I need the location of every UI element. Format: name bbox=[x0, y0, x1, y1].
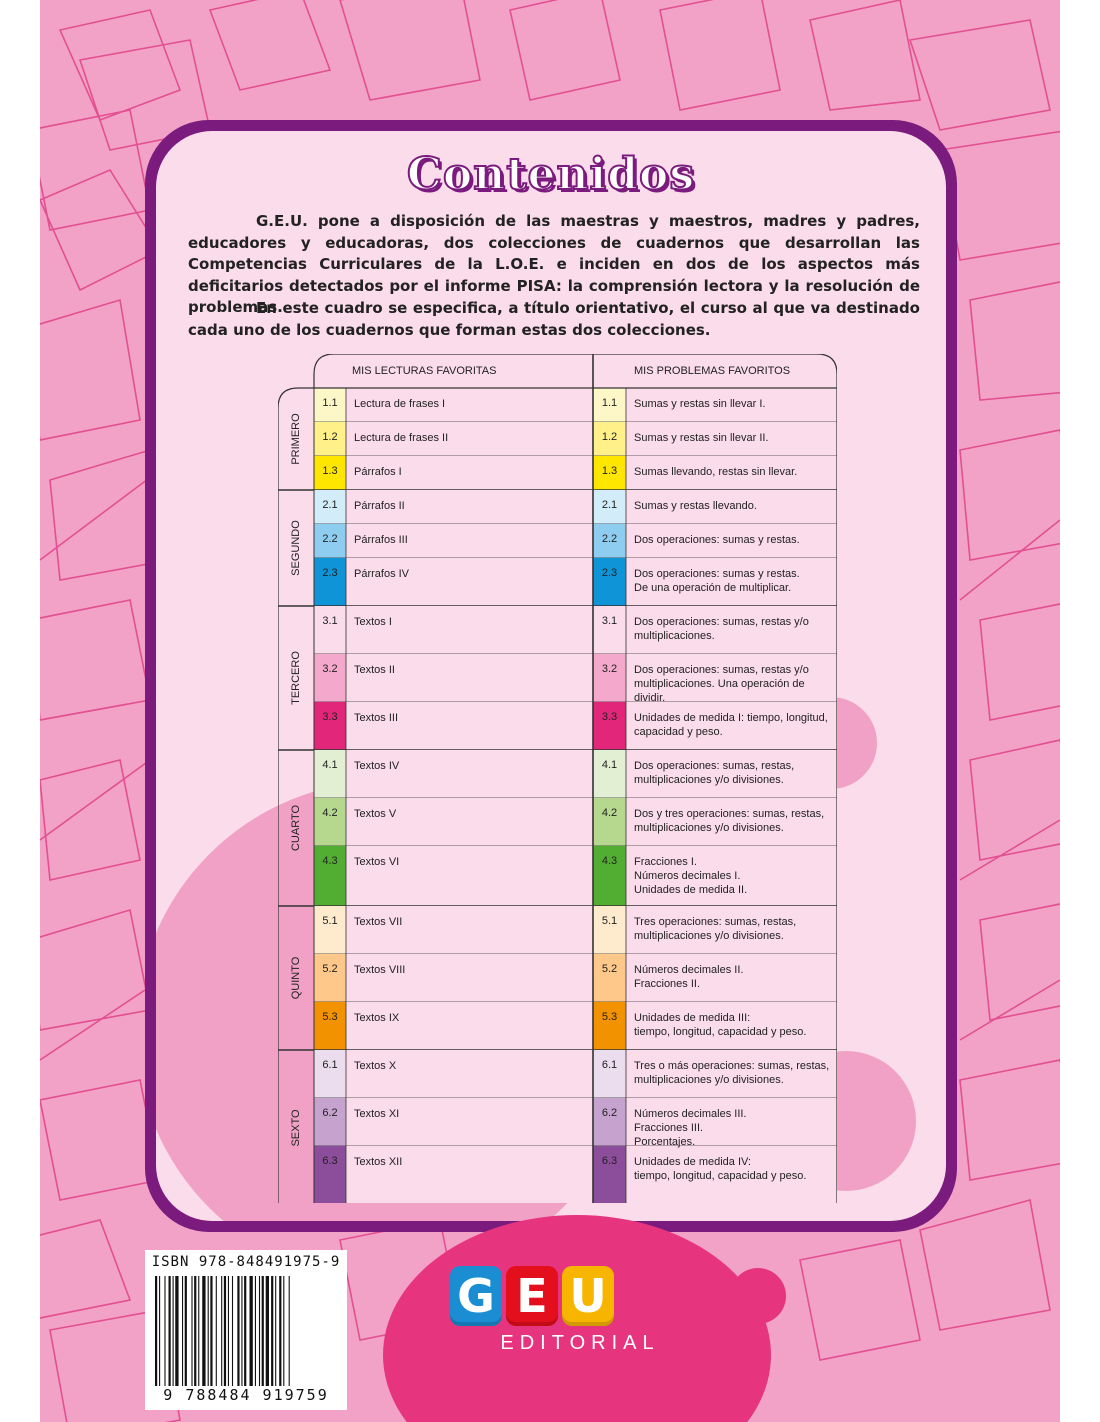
barcode-bar bbox=[164, 1276, 165, 1388]
barcode-bar bbox=[221, 1276, 222, 1388]
column-header-lecturas: MIS LECTURAS FAVORITAS bbox=[352, 365, 497, 377]
barcode-bar bbox=[283, 1276, 284, 1388]
logo-subtitle: EDITORIAL bbox=[500, 1332, 660, 1354]
contents-panel bbox=[156, 131, 946, 1221]
level-number: 3.1 bbox=[601, 615, 618, 627]
problema-description: Sumas y restas llevando. bbox=[634, 500, 757, 512]
level-color-swatch bbox=[593, 750, 626, 798]
problema-description: Números decimales II. Fracciones II. bbox=[634, 964, 744, 990]
level-color-swatch bbox=[314, 702, 346, 750]
barcode-bar bbox=[255, 1276, 256, 1388]
problema-description: Sumas y restas sin llevar I. bbox=[634, 398, 766, 410]
lectura-title: Textos V bbox=[354, 808, 397, 820]
problema-description: Dos operaciones: sumas, restas y/o multiplicaciones. Una operación de dividir. bbox=[634, 664, 809, 704]
problema-description: Tres operaciones: sumas, restas, multiplicaciones y/o divisiones. bbox=[634, 916, 797, 942]
lectura-title: Lectura de frases I bbox=[354, 398, 446, 410]
course-label: PRIMERO bbox=[290, 413, 302, 465]
barcode-bar bbox=[198, 1276, 199, 1388]
level-number: 6.2 bbox=[601, 1107, 618, 1119]
barcode-bar bbox=[202, 1276, 205, 1388]
problema-description: Unidades de medida III: tiempo, longitud, capacidad y peso. bbox=[634, 1012, 807, 1038]
level-number: 1.3 bbox=[601, 465, 618, 477]
row-background bbox=[346, 954, 593, 1002]
barcode-bar bbox=[185, 1276, 187, 1388]
barcode-bar bbox=[241, 1276, 242, 1388]
barcode-bar bbox=[191, 1276, 192, 1388]
level-color-swatch bbox=[593, 1002, 626, 1050]
barcode-bar bbox=[194, 1276, 196, 1388]
level-color-swatch bbox=[314, 606, 346, 654]
level-number: 5.2 bbox=[601, 963, 618, 975]
contents-table bbox=[278, 354, 837, 1203]
barcode-bar bbox=[216, 1276, 217, 1388]
problema-description: Dos operaciones: sumas, restas, multiplicaciones y/o divisiones. bbox=[634, 760, 795, 786]
row-background bbox=[346, 558, 593, 606]
lectura-title: Textos VIII bbox=[354, 964, 406, 976]
barcode-bar bbox=[259, 1276, 260, 1388]
lectura-title: Párrafos IV bbox=[354, 568, 410, 580]
level-number: 2.2 bbox=[601, 533, 618, 545]
level-color-swatch bbox=[593, 558, 626, 606]
level-color-swatch bbox=[314, 906, 346, 954]
level-number: 4.2 bbox=[601, 807, 618, 819]
level-number: 1.3 bbox=[322, 465, 338, 477]
barcode-bar bbox=[250, 1276, 253, 1388]
problema-description: Dos operaciones: sumas y restas. De una operación de multiplicar. bbox=[634, 568, 800, 594]
lectura-title: Párrafos II bbox=[354, 500, 405, 512]
barcode-bar bbox=[169, 1276, 171, 1388]
lectura-title: Textos IV bbox=[354, 760, 400, 772]
course-label: TERCERO bbox=[290, 651, 302, 705]
level-color-swatch bbox=[314, 654, 346, 702]
barcode-bar bbox=[266, 1276, 269, 1388]
barcode-bar bbox=[232, 1276, 233, 1388]
row-background bbox=[346, 702, 593, 750]
lectura-title: Párrafos I bbox=[354, 466, 402, 478]
level-number: 1.2 bbox=[322, 431, 338, 443]
barcode-bar bbox=[262, 1276, 264, 1388]
course-label: CUARTO bbox=[290, 804, 302, 852]
barcode-bar bbox=[159, 1276, 160, 1388]
level-color-swatch bbox=[593, 702, 626, 750]
barcode-bar bbox=[210, 1276, 212, 1388]
barcode-bar bbox=[173, 1276, 174, 1388]
row-background bbox=[346, 798, 593, 846]
intro-paragraph-1: G.E.U. pone a disposición de las maestras y maestros, madres y padres, educadores y educadoras, dos colecciones de cuadernos que desarrollan las Competencias Curriculares de la L.O.E. e inciden en dos de los aspectos más deficitarios detectados por el informe PISA: la comprensión lectora y la resolución de problemas. bbox=[188, 212, 920, 316]
logo-letter-e: E bbox=[506, 1266, 558, 1326]
level-color-swatch bbox=[593, 906, 626, 954]
level-number: 3.2 bbox=[601, 663, 618, 675]
level-number: 4.3 bbox=[601, 855, 618, 867]
level-number: 1.2 bbox=[601, 431, 618, 443]
level-number: 4.1 bbox=[601, 759, 618, 771]
lectura-title: Párrafos III bbox=[354, 534, 408, 546]
level-number: 6.2 bbox=[322, 1107, 338, 1119]
intro-paragraph-2: En este cuadro se especifica, a título orientativo, el curso al que va destinado cada uno de los cuadernos que forman estas dos colecciones. bbox=[188, 299, 920, 339]
problema-description: Dos operaciones: sumas, restas y/o multiplicaciones. bbox=[634, 616, 809, 642]
problema-description: Dos y tres operaciones: sumas, restas, multiplicaciones y/o divisiones. bbox=[634, 808, 825, 834]
course-label: QUINTO bbox=[290, 956, 302, 1000]
barcode-bar bbox=[244, 1276, 246, 1388]
level-number: 4.2 bbox=[322, 807, 338, 819]
barcode-bar bbox=[182, 1276, 183, 1388]
lectura-title: Textos II bbox=[354, 664, 395, 676]
level-color-swatch bbox=[314, 954, 346, 1002]
lectura-title: Textos IX bbox=[354, 1012, 400, 1024]
level-color-swatch bbox=[314, 798, 346, 846]
level-color-swatch bbox=[593, 798, 626, 846]
barcode-bar bbox=[271, 1276, 273, 1388]
level-number: 5.2 bbox=[322, 963, 338, 975]
level-number: 3.1 bbox=[322, 615, 338, 627]
barcode-block bbox=[145, 1250, 347, 1410]
level-number: 5.1 bbox=[322, 915, 338, 927]
level-color-swatch bbox=[593, 1098, 626, 1146]
row-background bbox=[346, 606, 593, 654]
row-background bbox=[346, 1002, 593, 1050]
isbn-text: ISBN 978-848491975-9 bbox=[151, 1254, 341, 1270]
level-number: 6.3 bbox=[601, 1155, 618, 1167]
level-number: 1.1 bbox=[601, 397, 618, 409]
level-number: 5.1 bbox=[601, 915, 618, 927]
level-number: 5.3 bbox=[322, 1011, 338, 1023]
barcode-bar bbox=[289, 1276, 290, 1388]
logo-letter-g: G bbox=[450, 1266, 502, 1326]
level-number: 2.3 bbox=[322, 567, 338, 579]
level-color-swatch bbox=[314, 1002, 346, 1050]
level-color-swatch bbox=[593, 654, 626, 702]
problema-description: Unidades de medida IV: tiempo, longitud, capacidad y peso. bbox=[634, 1156, 807, 1182]
logo-letter-u: U bbox=[562, 1266, 614, 1326]
barcode-bar bbox=[228, 1276, 229, 1388]
lectura-title: Textos III bbox=[354, 712, 399, 724]
level-number: 3.2 bbox=[322, 663, 338, 675]
barcode-bar bbox=[224, 1276, 226, 1388]
level-number: 2.1 bbox=[322, 499, 338, 511]
level-color-swatch bbox=[593, 606, 626, 654]
column-header-problemas: MIS PROBLEMAS FAVORITOS bbox=[634, 365, 791, 377]
lectura-title: Textos I bbox=[354, 616, 392, 628]
level-number: 3.3 bbox=[322, 711, 338, 723]
level-color-swatch bbox=[593, 954, 626, 1002]
barcode-bar bbox=[175, 1276, 178, 1388]
problema-description: Fracciones I. Números decimales I. Unidades de medida II. bbox=[634, 856, 748, 896]
problema-description: Unidades de medida I: tiempo, longitud, capacidad y peso. bbox=[634, 712, 828, 738]
level-number: 6.3 bbox=[322, 1155, 338, 1167]
page-title: Contenidos bbox=[406, 149, 696, 200]
barcode-bar bbox=[208, 1276, 209, 1388]
course-label: SEGUNDO bbox=[290, 520, 302, 576]
problema-description: Tres o más operaciones: sumas, restas, multiplicaciones y/o divisiones. bbox=[634, 1060, 830, 1086]
level-number: 1.1 bbox=[322, 397, 338, 409]
level-number: 2.2 bbox=[322, 533, 338, 545]
level-number: 6.1 bbox=[322, 1059, 338, 1071]
book-back-cover bbox=[40, 0, 1060, 1422]
row-background bbox=[346, 654, 593, 702]
lectura-title: Textos XI bbox=[354, 1108, 400, 1120]
level-number: 2.1 bbox=[601, 499, 618, 511]
barcode-bar bbox=[275, 1276, 276, 1388]
level-number: 4.1 bbox=[322, 759, 338, 771]
lectura-title: Textos VII bbox=[354, 916, 403, 928]
level-color-swatch bbox=[314, 750, 346, 798]
level-number: 6.1 bbox=[601, 1059, 618, 1071]
problema-description: Números decimales III. Fracciones III. Porcentajes. bbox=[634, 1108, 747, 1148]
lectura-title: Textos X bbox=[354, 1060, 397, 1072]
course-label: SEXTO bbox=[290, 1109, 302, 1147]
row-background bbox=[346, 1050, 593, 1098]
lectura-title: Lectura de frases II bbox=[354, 432, 449, 444]
level-color-swatch bbox=[593, 1050, 626, 1098]
problema-description: Sumas y restas sin llevar II. bbox=[634, 432, 769, 444]
level-number: 2.3 bbox=[601, 567, 618, 579]
barcode-number: 9 788484 919759 bbox=[145, 1386, 347, 1404]
barcode-bar bbox=[237, 1276, 239, 1388]
level-color-swatch bbox=[314, 1098, 346, 1146]
lectura-title: Textos VI bbox=[354, 856, 400, 868]
level-color-swatch bbox=[314, 558, 346, 606]
row-background bbox=[346, 1098, 593, 1146]
level-number: 3.3 bbox=[601, 711, 618, 723]
problema-description: Sumas llevando, restas sin llevar. bbox=[634, 466, 798, 478]
level-number: 4.3 bbox=[322, 855, 338, 867]
logo-decorative-dot bbox=[730, 1268, 786, 1324]
problema-description: Dos operaciones: sumas y restas. bbox=[634, 534, 800, 546]
level-number: 5.3 bbox=[601, 1011, 618, 1023]
row-background bbox=[346, 906, 593, 954]
lectura-title: Textos XII bbox=[354, 1156, 403, 1168]
barcode-bar bbox=[279, 1276, 281, 1388]
level-color-swatch bbox=[314, 1050, 346, 1098]
barcode-bar bbox=[155, 1276, 157, 1388]
row-background bbox=[346, 750, 593, 798]
